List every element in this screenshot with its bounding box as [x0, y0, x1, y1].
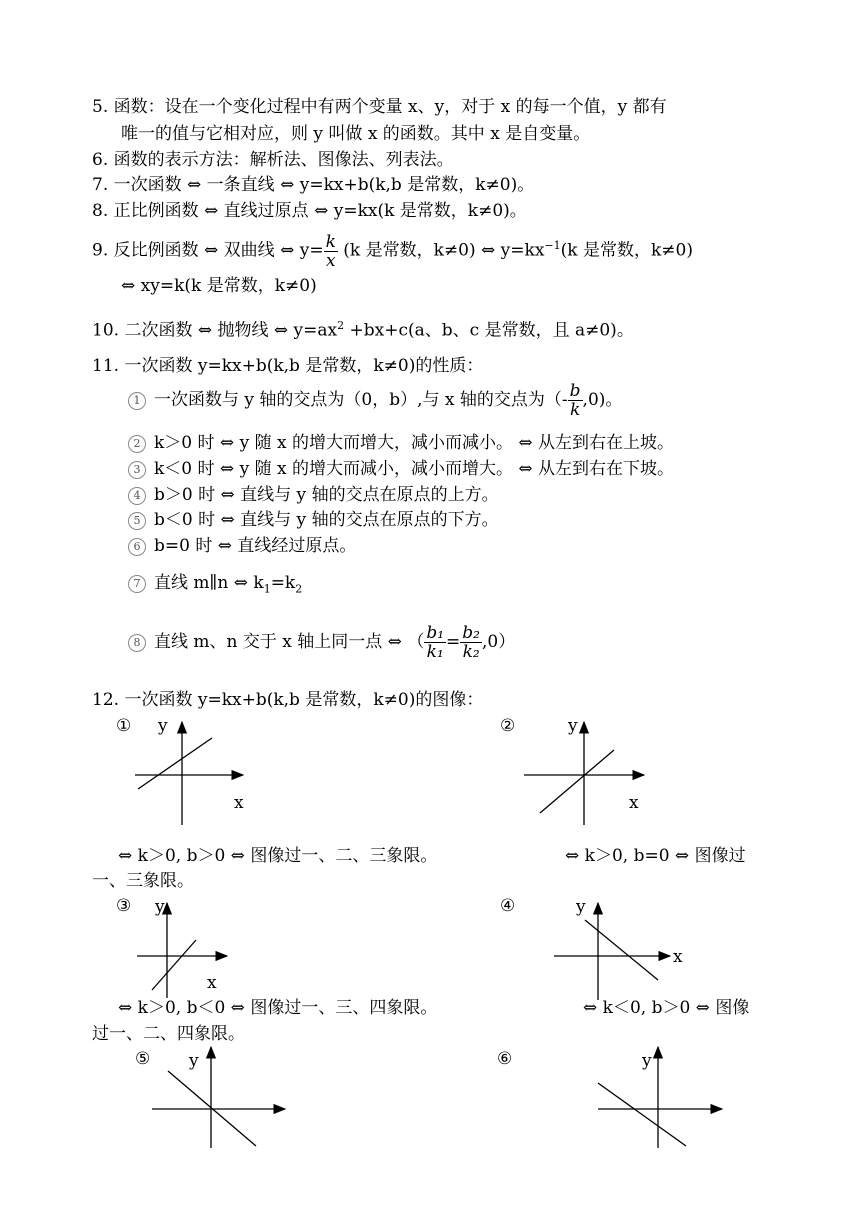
property-5-text: b＜0 时 ⇔ 直线与 y 轴的交点在原点的下方。: [154, 510, 499, 530]
graph-1-y-label: y: [158, 716, 168, 736]
property-8-post: ,0）: [481, 632, 516, 652]
caption-3: ⇔ k＞0, b＜0 ⇔ 图像过一、三、四象限。: [118, 998, 438, 1018]
caption-4: ⇔ k＜0, b＞0 ⇔ 图像: [583, 998, 750, 1018]
property-1-pre: 一次函数与 y 轴的交点为（0，b）,与 x 轴的交点为（-: [154, 390, 568, 410]
property-8-f2-den: k₂: [462, 642, 480, 662]
caption-1: ⇔ k＞0, b＞0 ⇔ 图像过一、二、三象限。: [118, 846, 438, 866]
property-8-f1-num: b₁: [426, 623, 445, 643]
item-9-post: (k 是常数，k≠0) ⇔ y=kx: [337, 240, 545, 261]
graph-4: [554, 903, 670, 1000]
graph-1: [135, 722, 243, 825]
item-8: 8. 正比例函数 ⇔ 直线过原点 ⇔ y=kx(k 是常数，k≠0)。: [92, 201, 527, 221]
property-8-f1-den: k₁: [426, 642, 444, 662]
graph-5-mark: ⑤: [135, 1049, 151, 1069]
property-7-sub2: 2: [295, 582, 303, 596]
item-9-sup: −1: [544, 239, 561, 252]
property-1-post: ,0)。: [582, 390, 623, 410]
property-8-f2-num: b₂: [462, 623, 480, 643]
graph-2-line: [540, 750, 614, 813]
item-9-frac-num: k: [325, 231, 336, 252]
graph-6-line: [598, 1083, 686, 1146]
graph-4-y-label: y: [576, 897, 586, 917]
property-8-eq: =: [446, 632, 461, 652]
graph-6-mark: ⑥: [497, 1049, 513, 1069]
item-12-title: 12. 一次函数 y=kx+b(k,b 是常数，k≠0)的图像：: [92, 690, 484, 710]
item-9-line-2: ⇔ xy=k(k 是常数，k≠0): [121, 276, 317, 296]
graph-2: [524, 722, 644, 825]
item-5-line-2: 唯一的值与它相对应，则 y 叫做 x 的函数。其中 x 是自变量。: [121, 124, 591, 144]
caption-4-cont: 过一、二、四象限。: [92, 1024, 245, 1044]
circle-number: 5: [128, 512, 146, 530]
graph-3-y-label: y: [155, 897, 165, 917]
graph-2-mark: ②: [500, 716, 516, 736]
graph-6: [598, 1047, 722, 1148]
property-4-text: b＞0 时 ⇔ 直线与 y 轴的交点在原点的上方。: [154, 485, 499, 505]
graph-1-x-label: x: [234, 793, 244, 813]
item-10-sup: 2: [337, 319, 345, 332]
graph-1-mark: ①: [116, 716, 132, 736]
property-2-text: k＞0 时 ⇔ y 随 x 的增大而增大，减小而减小。 ⇔ 从左到右在上坡。: [154, 433, 675, 453]
graph-4-line: [585, 920, 658, 980]
caption-2: ⇔ k＞0, b=0 ⇔ 图像过: [565, 846, 746, 866]
property-3-text: k＜0 时 ⇔ y 随 x 的增大而减小，减小而增大。 ⇔ 从左到右在下坡。: [154, 459, 675, 479]
graph-4-x-label: x: [673, 947, 683, 967]
circle-number: 1: [128, 392, 146, 410]
circle-number: 6: [128, 538, 146, 556]
graph-3-mark: ③: [116, 896, 132, 916]
circle-number: 4: [128, 487, 146, 505]
graph-2-x-label: x: [629, 793, 639, 813]
property-1-frac-num: b: [569, 381, 581, 401]
property-1-frac-den: k: [569, 400, 581, 420]
graph-2-y-label: y: [568, 716, 578, 736]
item-9-tail: (k 是常数，k≠0): [560, 240, 693, 261]
item-6: 6. 函数的表示方法：解析法、图像法、列表法。: [92, 150, 454, 170]
circle-number: 2: [128, 435, 146, 453]
item-9-frac-den: x: [325, 250, 336, 271]
item-11-title: 11. 一次函数 y=kx+b(k,b 是常数，k≠0)的性质：: [92, 356, 484, 376]
property-8-pre: 直线 m、n 交于 x 轴上同一点 ⇔ （: [154, 632, 425, 652]
graph-3-x-label: x: [207, 973, 217, 993]
property-7-mid: =k: [270, 573, 296, 593]
item-9-pre: 9. 反比例函数 ⇔ 双曲线 ⇔ y=: [92, 240, 324, 261]
circle-number: 7: [128, 575, 146, 593]
item-7: 7. 一次函数 ⇔ 一条直线 ⇔ y=kx+b(k,b 是常数，k≠0)。: [92, 175, 535, 195]
item-10-post: +bx+c(a、b、c 是常数，且 a≠0)。: [344, 320, 634, 341]
circle-number: 8: [128, 634, 146, 652]
caption-2-cont: 一、三象限。: [92, 871, 194, 891]
circle-number: 3: [128, 461, 146, 479]
graph-4-mark: ④: [500, 896, 516, 916]
property-7-pre: 直线 m∥n ⇔ k: [154, 573, 264, 593]
graph-3-line: [152, 940, 196, 990]
graph-5: [152, 1047, 285, 1148]
item-10-pre: 10. 二次函数 ⇔ 抛物线 ⇔ y=ax: [92, 320, 338, 341]
graph-1-line: [138, 738, 212, 789]
property-7-sub1: 1: [263, 582, 271, 596]
property-6-text: b=0 时 ⇔ 直线经过原点。: [154, 536, 357, 556]
graph-6-y-label: y: [642, 1051, 652, 1071]
item-5-line-1: 5. 函数：设在一个变化过程中有两个变量 x、y，对于 x 的每一个值，y 都有: [92, 97, 667, 117]
graph-5-y-label: y: [189, 1051, 199, 1071]
